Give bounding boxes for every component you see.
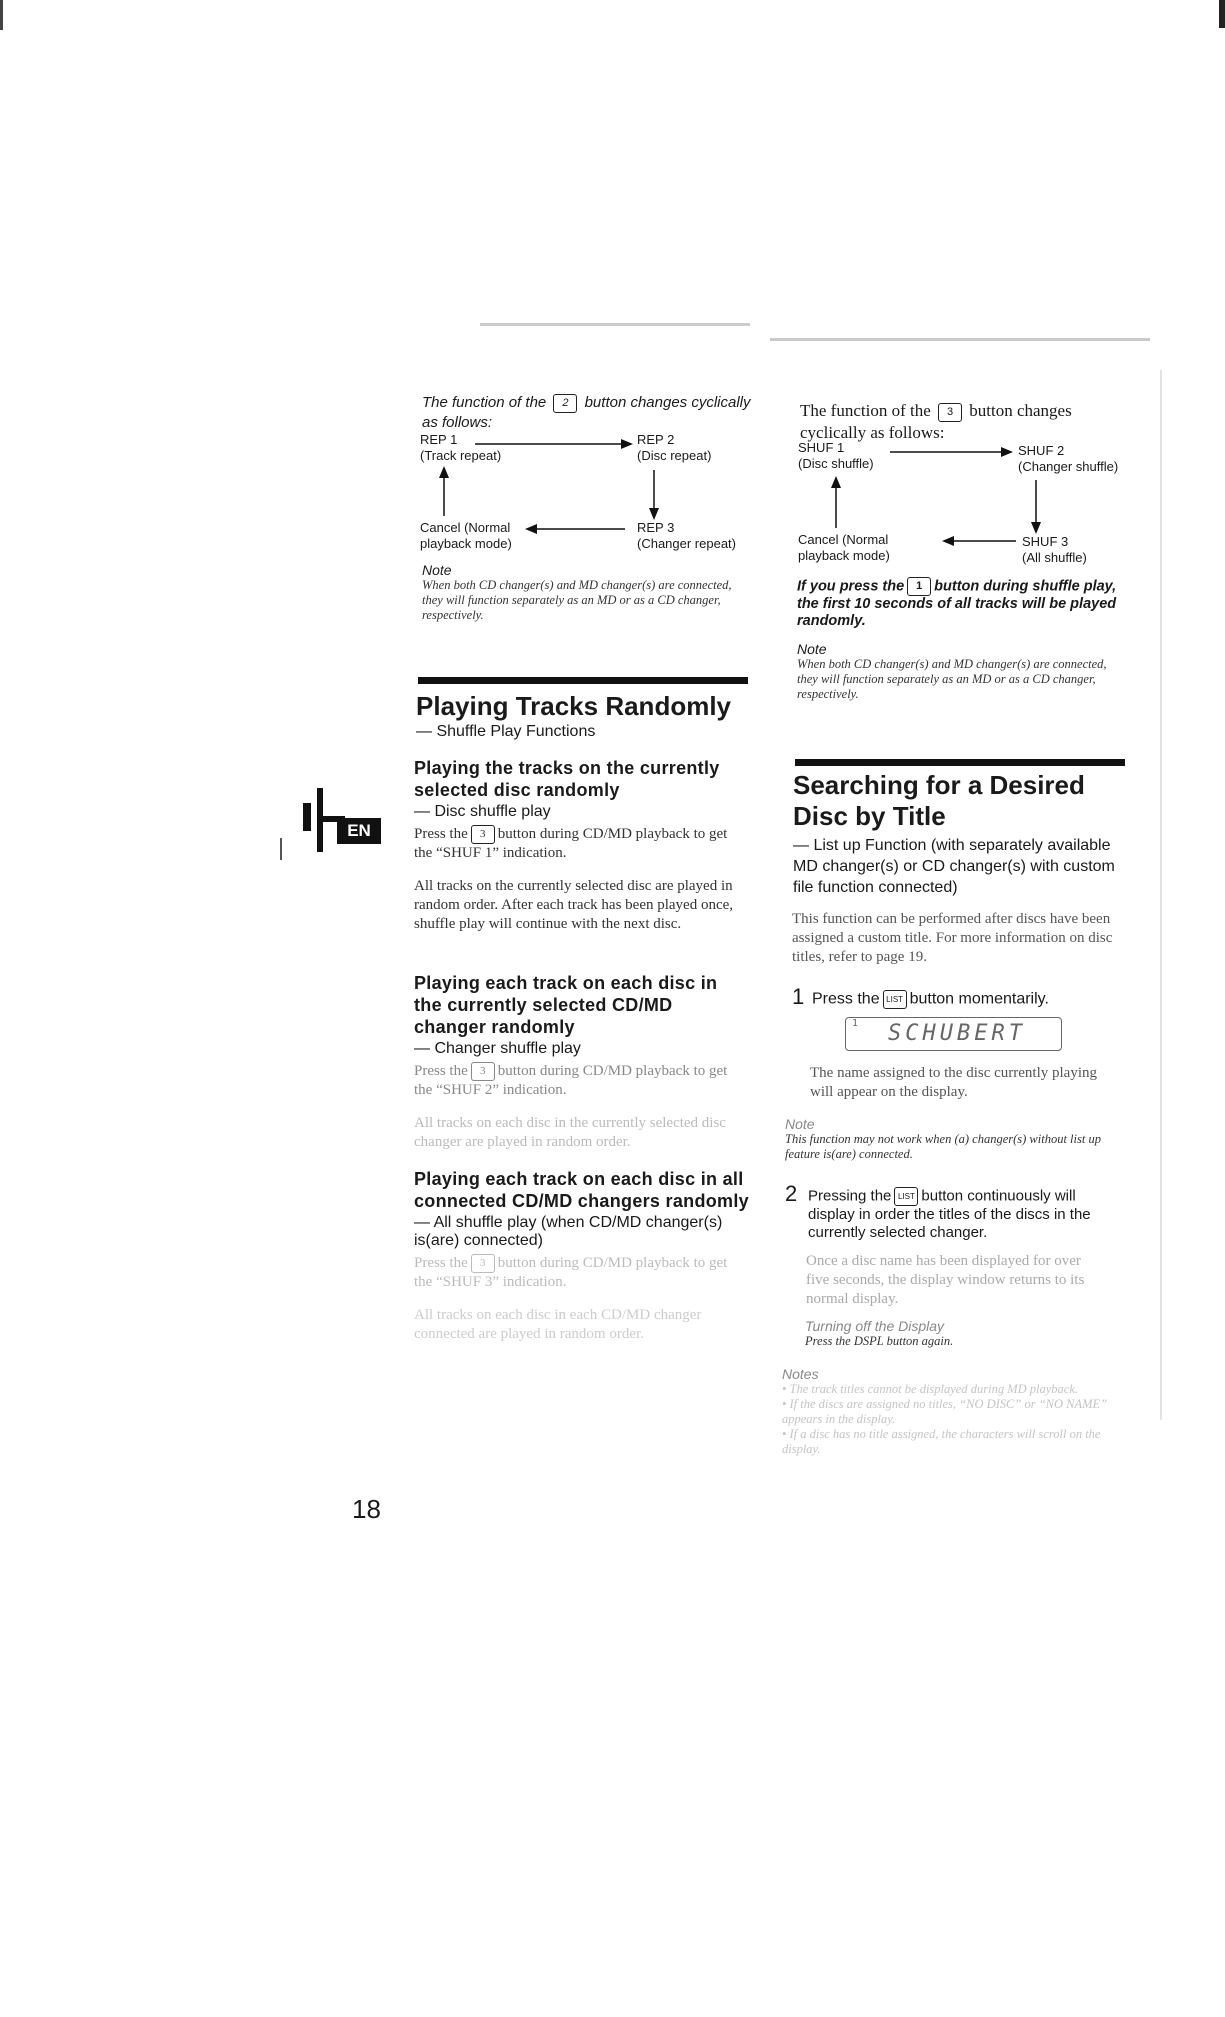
subtitle-list-up: — List up Function (with separately available MD changer(s) or CD changer(s) with custom file function connected) [793,837,1115,896]
lcd-text: SCHUBERT [888,1021,1026,1046]
left-cycle-diagram [420,430,760,560]
notes-item-1: • The track titles cannot be displayed during MD playback. [782,1382,1078,1396]
list-key-icon-2: LIST [894,1187,918,1206]
shuf-key-icon-intro: 3 [938,403,962,422]
right-cycle-diagram [798,440,1138,570]
sec2-p2: All tracks on each disc in the currently selected disc changer are played in random order. [414,1115,726,1151]
sec3-heading: Playing each track on each disc in all connected CD/MD changers randomly [414,1169,749,1211]
key-1-icon: 1 [907,577,931,596]
right-notes: Notes • The track titles cannot be displayed during MD playback. • If the discs are assigned no titles, “NO DISC” or “NO NAME” appears in the display. • If a disc has no title assigned, the characters will scroll on the display. [782,1366,1112,1457]
left-section-2 [414,972,749,1152]
rep-key-icon: 2 [553,394,577,413]
diag-r-bottom-left: Cancel (Normal playback mode) [798,532,890,563]
right-tip: If you press the 1 button during shuffle play, the first 10 seconds of all tracks will be played randomly. [797,578,1117,629]
sec2-heading: Playing each track on each disc in the currently selected CD/MD changer randomly [414,973,718,1037]
sec3-p1: Press the 3 button during CD/MD playback to get the “SHUF 3” indication. [414,1255,728,1291]
page-number: 18 [352,1494,381,1524]
diag-r-top-right: SHUF 2 (Changer shuffle) [1018,443,1119,474]
cycle-arrows-icon [420,430,760,560]
notes-item-3: • If a disc has no title assigned, the characters will scroll on the display. [782,1427,1101,1456]
right-intro: The function of the 3 button changes cyclically as follows: [800,401,1072,442]
left-intro: The function of the 2 button changes cyclically as follows: [422,394,751,431]
sec3-sub: — All shuffle play (when CD/MD changer(s) is(are) connected) [414,1214,723,1249]
sec2-sub: — Changer shuffle play [414,1040,581,1057]
sec1-p1: Press the 3 button during CD/MD playback to get the “SHUF 1” indication. [414,826,728,862]
subtitle-shuffle: — Shuffle Play Functions [416,723,596,740]
title-playing-randomly: Playing Tracks Randomly [416,691,732,721]
diag-bottom-left: Cancel (Normal playback mode) [420,520,512,551]
step-2-number: 2 [785,1181,798,1206]
diag-top-right: REP 2 (Disc repeat) [637,432,712,463]
right-note: Note When both CD changer(s) and MD changer(s) are connected, they will function separately as an MD or as a CD changer, respectively. [797,641,1107,701]
scan-edge-line [1160,370,1162,1420]
scan-edge-mark-right [1219,0,1225,28]
step-2-instruction: Pressing the LIST button continuously will display in order the titles of the discs in the currently selected changer. [808,1187,1091,1241]
right-note-2: Note This function may not work when (a) changer(s) without list up feature is(are) connected. [785,1116,1101,1161]
step-2-text: Once a disc name has been displayed for over five seconds, the display window returns to its normal display. [806,1253,1085,1307]
diag-r-bottom-right: SHUF 3 (All shuffle) [1022,534,1087,565]
left-section-3 [414,1168,749,1344]
list-key-icon: LIST [883,990,907,1009]
step-1-text: The name assigned to the disc currently playing will appear on the display. [810,1065,1097,1100]
section-rule-right [795,759,1125,766]
sec1-heading: Playing the tracks on the currently selected disc randomly [414,758,720,800]
margin-tick [280,838,282,860]
scan-speckle [480,323,750,326]
sec3-p2: All tracks on each disc in each CD/MD changer connected are played in random order. [414,1307,702,1343]
sec1-p2: All tracks on the currently selected disc are played in random order. After each track has been played once, shuffle play will continue with the next disc. [414,878,734,933]
sec2-p1: Press the 3 button during CD/MD playback to get the “SHUF 2” indication. [414,1063,728,1099]
turnoff-section: Turning off the Display Press the DSPL button again. [805,1318,954,1348]
diag-top-left: REP 1 (Track repeat) [420,432,502,463]
step-1-instruction: Press the LIST button momentarily. [812,990,1049,1008]
diag-r-top-left: SHUF 1 (Disc shuffle) [798,440,874,471]
left-section-1 [414,757,749,934]
lcd-display: 1 SCHUBERT [845,1017,1062,1051]
step-1-number: 1 [792,984,805,1009]
cycle-arrows-icon-right [798,440,1138,570]
title-searching-disc: Searching for a Desired Disc by Title [793,770,1085,831]
shuf-key-icon-3: 3 [471,1254,495,1273]
notes-item-2: • If the discs are assigned no titles, “NO DISC” or “NO NAME” appears in the display. [782,1397,1108,1426]
right-intro-text: This function can be performed after discs have been assigned a custom title. For more information on disc titles, refer to page 19. [792,911,1113,965]
scan-edge-mark [0,0,3,30]
diag-bottom-right: REP 3 (Changer repeat) [637,520,736,551]
sec1-sub: — Disc shuffle play [414,803,551,820]
left-note: Note When both CD changer(s) and MD changer(s) are connected, they will function separately as an MD or as a CD changer, respectively. [422,562,732,622]
shuf-key-icon-2: 3 [471,1062,495,1081]
shuf-key-icon: 3 [471,825,495,844]
scan-speckle-right [770,338,1150,341]
language-tab-en: EN [337,818,381,844]
section-rule-left [418,677,748,684]
